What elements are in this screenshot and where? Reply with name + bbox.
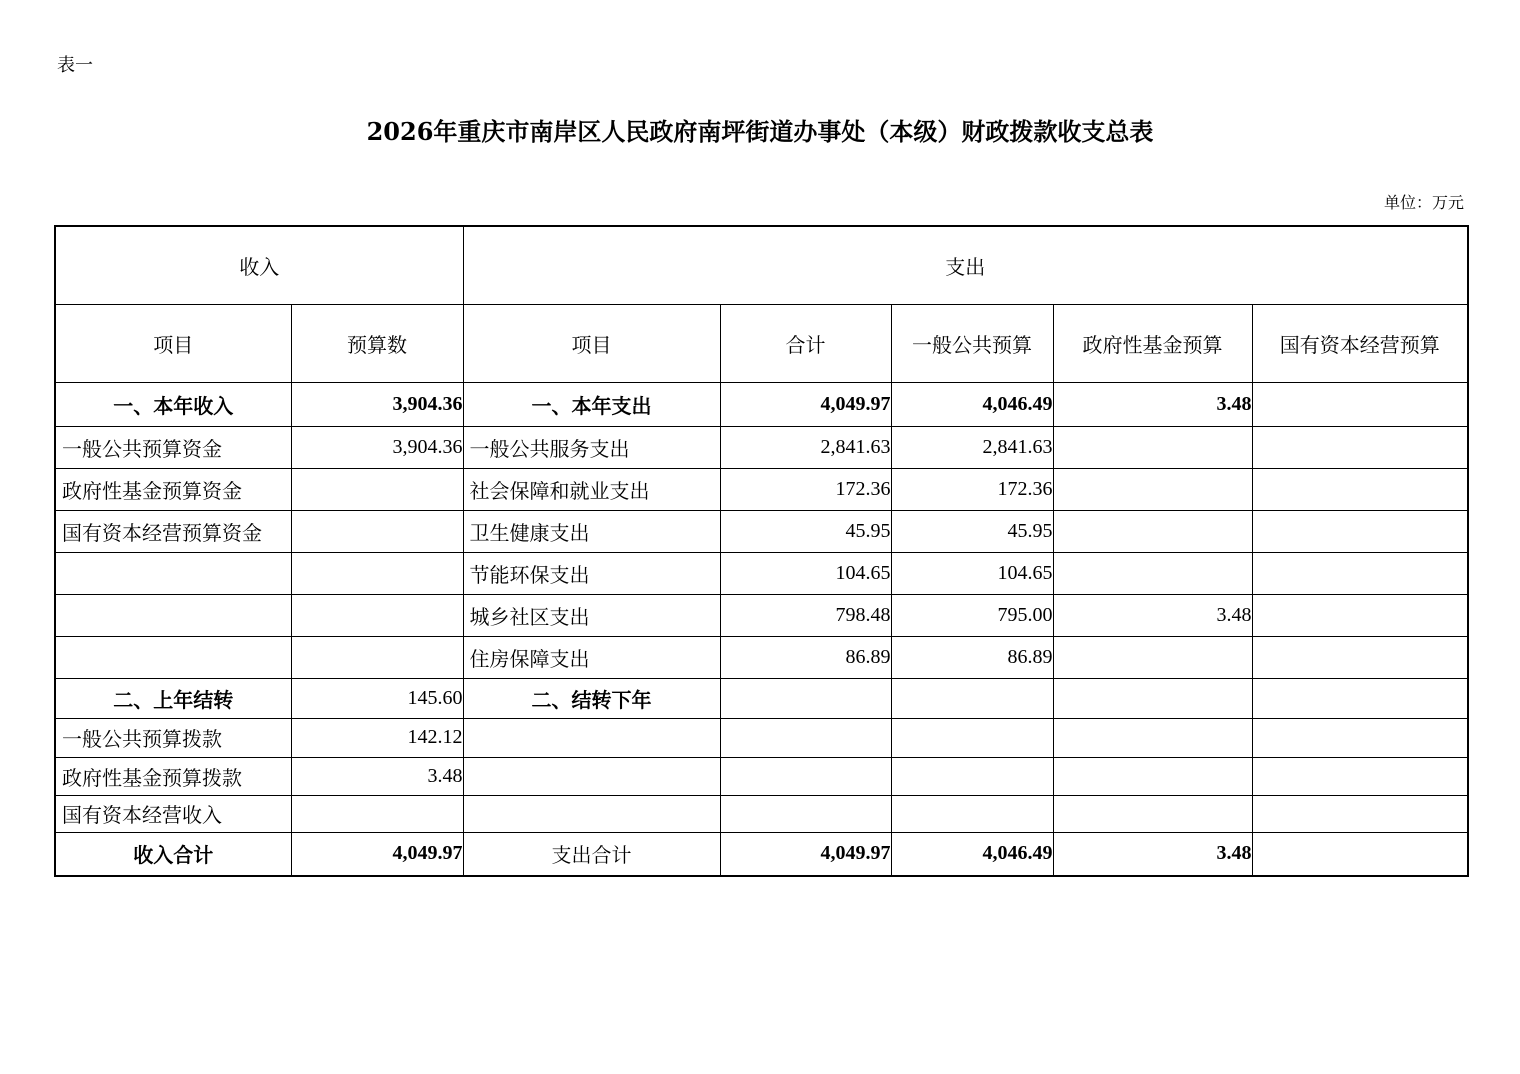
table-cell (291, 636, 463, 678)
table-cell (1053, 757, 1252, 795)
header-expense: 支出 (463, 226, 1468, 304)
table-cell (1053, 718, 1252, 757)
table-cell: 86.89 (720, 636, 891, 678)
table-cell: 国有资本经营收入 (55, 795, 291, 832)
table-cell: 一、本年支出 (463, 382, 720, 426)
table-cell: 城乡社区支出 (463, 594, 720, 636)
table-cell (1053, 426, 1252, 468)
table-cell: 2,841.63 (891, 426, 1053, 468)
table-cell: 4,046.49 (891, 832, 1053, 876)
table-cell (291, 552, 463, 594)
budget-table (54, 225, 1469, 877)
table-cell (55, 594, 291, 636)
table-cell: 社会保障和就业支出 (463, 468, 720, 510)
table-cell (1252, 552, 1468, 594)
table-cell: 3.48 (1053, 832, 1252, 876)
table-cell: 政府性基金预算资金 (55, 468, 291, 510)
column-header: 一般公共预算 (891, 304, 1053, 382)
table-cell (1252, 832, 1468, 876)
table-cell: 104.65 (891, 552, 1053, 594)
table-row (55, 636, 1468, 678)
table-cell: 145.60 (291, 678, 463, 718)
table-cell (720, 678, 891, 718)
table-cell: 政府性基金预算拨款 (55, 757, 291, 795)
table-cell: 3.48 (1053, 594, 1252, 636)
table-cell (1053, 795, 1252, 832)
table-cell: 45.95 (891, 510, 1053, 552)
table-row (55, 510, 1468, 552)
table-cell: 798.48 (720, 594, 891, 636)
table-cell: 172.36 (891, 468, 1053, 510)
table-cell: 795.00 (891, 594, 1053, 636)
table-row (55, 594, 1468, 636)
table-cell: 104.65 (720, 552, 891, 594)
table-cell: 二、上年结转 (55, 678, 291, 718)
table-cell (463, 795, 720, 832)
header-income: 收入 (55, 226, 463, 304)
table-cell: 一般公共预算拨款 (55, 718, 291, 757)
table-cell: 二、结转下年 (463, 678, 720, 718)
table-cell (1252, 718, 1468, 757)
table-row (55, 795, 1468, 832)
table-row (55, 757, 1468, 795)
table-cell (463, 718, 720, 757)
table-cell: 3,904.36 (291, 426, 463, 468)
table-cell: 172.36 (720, 468, 891, 510)
table-row (55, 382, 1468, 426)
table-cell (1252, 426, 1468, 468)
table-cell (291, 795, 463, 832)
table-cell (1053, 468, 1252, 510)
table-cell (1053, 678, 1252, 718)
table-cell: 支出合计 (463, 832, 720, 876)
unit-label: 单位：万元 (1383, 193, 1464, 212)
table-cell (720, 795, 891, 832)
table-cell (1252, 468, 1468, 510)
total-row (55, 832, 1468, 876)
table-cell: 卫生健康支出 (463, 510, 720, 552)
table-row (55, 678, 1468, 718)
table-cell: 4,049.97 (291, 832, 463, 876)
table-cell (1252, 757, 1468, 795)
table-cell: 一、本年收入 (55, 382, 291, 426)
table-cell: 142.12 (291, 718, 463, 757)
document-title: 2026年重庆市南岸区人民政府南坪街道办事处（本级）财政拨款收支总表 (366, 117, 1154, 146)
table-cell (55, 552, 291, 594)
column-header: 项目 (55, 304, 291, 382)
header-row-sections (55, 226, 1468, 304)
column-header: 政府性基金预算 (1053, 304, 1252, 382)
table-cell (291, 468, 463, 510)
table-cell (291, 510, 463, 552)
table-cell: 2,841.63 (720, 426, 891, 468)
table-cell (1252, 594, 1468, 636)
table-cell: 4,049.97 (720, 832, 891, 876)
table-cell (891, 795, 1053, 832)
table-cell (1252, 510, 1468, 552)
table-cell (463, 757, 720, 795)
table-cell (1252, 382, 1468, 426)
table-cell: 4,049.97 (720, 382, 891, 426)
table-cell: 3.48 (291, 757, 463, 795)
column-header: 合计 (720, 304, 891, 382)
column-header: 预算数 (291, 304, 463, 382)
table-cell (1252, 795, 1468, 832)
column-header: 国有资本经营预算 (1252, 304, 1468, 382)
table-row (55, 426, 1468, 468)
table-cell: 45.95 (720, 510, 891, 552)
table-cell (720, 718, 891, 757)
table-cell: 收入合计 (55, 832, 291, 876)
table-cell (891, 718, 1053, 757)
table-row (55, 468, 1468, 510)
table-cell (1252, 636, 1468, 678)
table-cell: 4,046.49 (891, 382, 1053, 426)
table-cell: 住房保障支出 (463, 636, 720, 678)
table-cell (891, 757, 1053, 795)
table-cell (55, 636, 291, 678)
table-cell: 86.89 (891, 636, 1053, 678)
table-cell (891, 678, 1053, 718)
table-cell: 国有资本经营预算资金 (55, 510, 291, 552)
table-cell: 节能环保支出 (463, 552, 720, 594)
table-cell (1053, 636, 1252, 678)
table-cell: 一般公共服务支出 (463, 426, 720, 468)
table-cell (1252, 678, 1468, 718)
table-cell (1053, 510, 1252, 552)
table-row (55, 718, 1468, 757)
table-cell: 3.48 (1053, 382, 1252, 426)
table-cell: 3,904.36 (291, 382, 463, 426)
table-label: 表一 (57, 55, 93, 76)
table-cell (1053, 552, 1252, 594)
table-cell: 一般公共预算资金 (55, 426, 291, 468)
header-row-columns (55, 304, 1468, 382)
table-cell (720, 757, 891, 795)
table-row (55, 552, 1468, 594)
column-header: 项目 (463, 304, 720, 382)
table-cell (291, 594, 463, 636)
